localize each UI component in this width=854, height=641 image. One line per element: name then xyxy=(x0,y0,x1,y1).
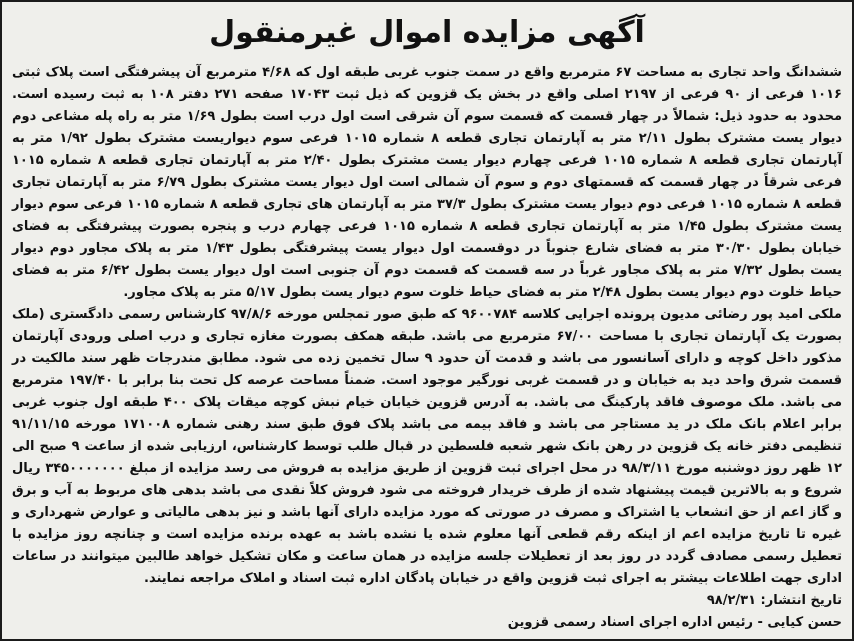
publish-date: تاریخ انتشار: ۹۸/۲/۳۱ xyxy=(706,593,842,608)
notice-title: آگهی مزایده اموال غیرمنقول xyxy=(209,15,645,50)
signature-line: حسن کیایی - رئیس اداره اجرای اسناد رسمی قزوین xyxy=(507,615,842,630)
auction-terms-paragraph: ملکی امید پور رضائی مدیون پرونده اجرایی کلاسه ۹۶۰۰۷۸۴ که طبق صور تمجلس مورخه ۹۷/۸/۶ کارشناس رسمی دادگستری (ملک بصورت یک آپارتمان تجاری با مساحت ۶۷/۰۰ مترمربع می باشد. طبقه همکف بصورت مغازه تجاری و درب اصلی ورودی آپارتمان مذکور داخل کوچه و دارای آسانسور می باشد و قدمت آن حدود ۹ سال تخمین زده می شود. مطابق مندرجات ظهر سند مالکیت در قسمت شرق واحد دید به خیابان و در قسمت غربی نورگیر موجود است. ضمناً مساحت عرصه کل تحت بنا برابر با ۱۹۷/۴۰ مترمربع می باشد. ملک موصوف فاقد پارکینگ می باشد. به آدرس قزوین خیابان خیام نبش کوچه میقات پلاک ۴۰۰ طبقه اول جنوب غربی برابر اعلام بانک ملک در ید مستاجر می باشد و فاقد بیمه می باشد پلاک فوق طبق سند رهنی شماره ۱۷۱۰۰۸ مورخه ۹۱/۱۱/۱۵ تنظیمی دفتر خانه یک قزوین در رهن بانک شهر شعبه فلسطین در قبال طلب توسط کارشناس، ارزیابی شده از ساعت ۹ صبح الی ۱۲ ظهر روز دوشنبه مورخ ۹۸/۳/۱۱ در محل اجرای ثبت قزوین از طریق مزایده به فروش می رسد مزایده از مبلغ ۳۴۵۰۰۰۰۰۰۰ ریال شروع و به بالاترین قیمت پیشنهاد شده از طرف خریدار فروخته می شود فروش کلاً نقدی می باشد بدهی های مربوط به آب و برق و گاز اعم از حق انشعاب یا اشتراک و مصرف در صورتی که مورد مزایده دارای آنها باشد و نیز بدهی مالیاتی و عوارض شهرداری و غیره تا تاریخ مزایده اعم از اینکه رقم قطعی آنها معلوم شده یا نشده باشد به عهده برنده مزایده است و چنانچه روز مزایده با تعطیل رسمی مصادف گردد در روز بعد از تعطیلات جلسه مزایده در همان ساعت و مکان تشکیل خواهد طالبین میتوانند در ساعات اداری جهت اطلاعات بیشتر به اجرای ثبت قزوین واقع در خیابان پادگان اداره ثبت اسناد و املاک مراجعه نمایند. xyxy=(12,307,843,586)
notice-footer xyxy=(12,590,842,634)
notice-body xyxy=(12,62,842,590)
property-description-paragraph: ششدانگ واحد تجاری به مساحت ۶۷ مترمربع واقع در سمت جنوب غربی طبقه اول که ۴/۶۸ مترمربع آن پیشرفتگی است پلاک ثبتی ۱۰۱۶ فرعی از ۹۰ فرعی از ۲۱۹۷ اصلی واقع در بخش یک قزوین که ذیل ثبت ۱۷۰۴۳ صفحه ۲۷۱ دفتر ۱۰۸ به ثبت رسیده است. محدود به حدود ذیل: شمالاً در چهار قسمت که قسمت سوم آن شرقی است اول درب است بطول ۱/۶۹ متر به راه پله مشاعی دوم دیوار یست مشترک بطول ۲/۱۱ متر به آپارتمان تجاری قطعه ۸ شماره ۱۰۱۵ فرعی سوم دیواریست مشترک بطول ۱/۹۲ متر به آپارتمان تجاری قطعه ۸ شماره ۱۰۱۵ فرعی چهارم دیوار یست مشترک بطول ۲/۴۰ متر به آپارتمان تجاری قطعه ۸ شماره ۱۰۱۵ فرعی شرقاً در چهار قسمت که قسمتهای دوم و سوم آن شمالی است اول دیوار یست مشترک بطول ۶/۷۹ متر به آپارتمان تجاری قطعه ۸ شماره ۱۰۱۵ فرعی دوم دیوار یست مشترک بطول ۳۷/۳ متر به آپارتمان های تجاری قطعه ۸ شماره ۱۰۱۵ فرعی سوم دیوار یست مشترک بطول ۱/۴۵ متر به آپارتمان تجاری قطعه ۸ شماره ۱۰۱۵ فرعی چهارم درب و پنجره بصورت پیشرفتگی به فضای خیابان بطول ۳۰/۳۰ متر به فضای شارع جنوباً در دوقسمت اول دیوار یست پیشرفتگی بطول ۱/۴۳ متر به پلاک مجاور دوم دیوار یست بطول ۷/۳۲ متر به پلاک مجاور غرباً در سه قسمت که قسمت دوم آن جنوبی است اول دیوار یست بطول ۶/۴۲ متر به فضای حیاط خلوت دوم دیوار یست بطول ۲/۴۸ متر به فضای حیاط خلوت سوم دیوار یست بطول ۵/۱۷ متر به پلاک مجاور. xyxy=(12,65,843,300)
